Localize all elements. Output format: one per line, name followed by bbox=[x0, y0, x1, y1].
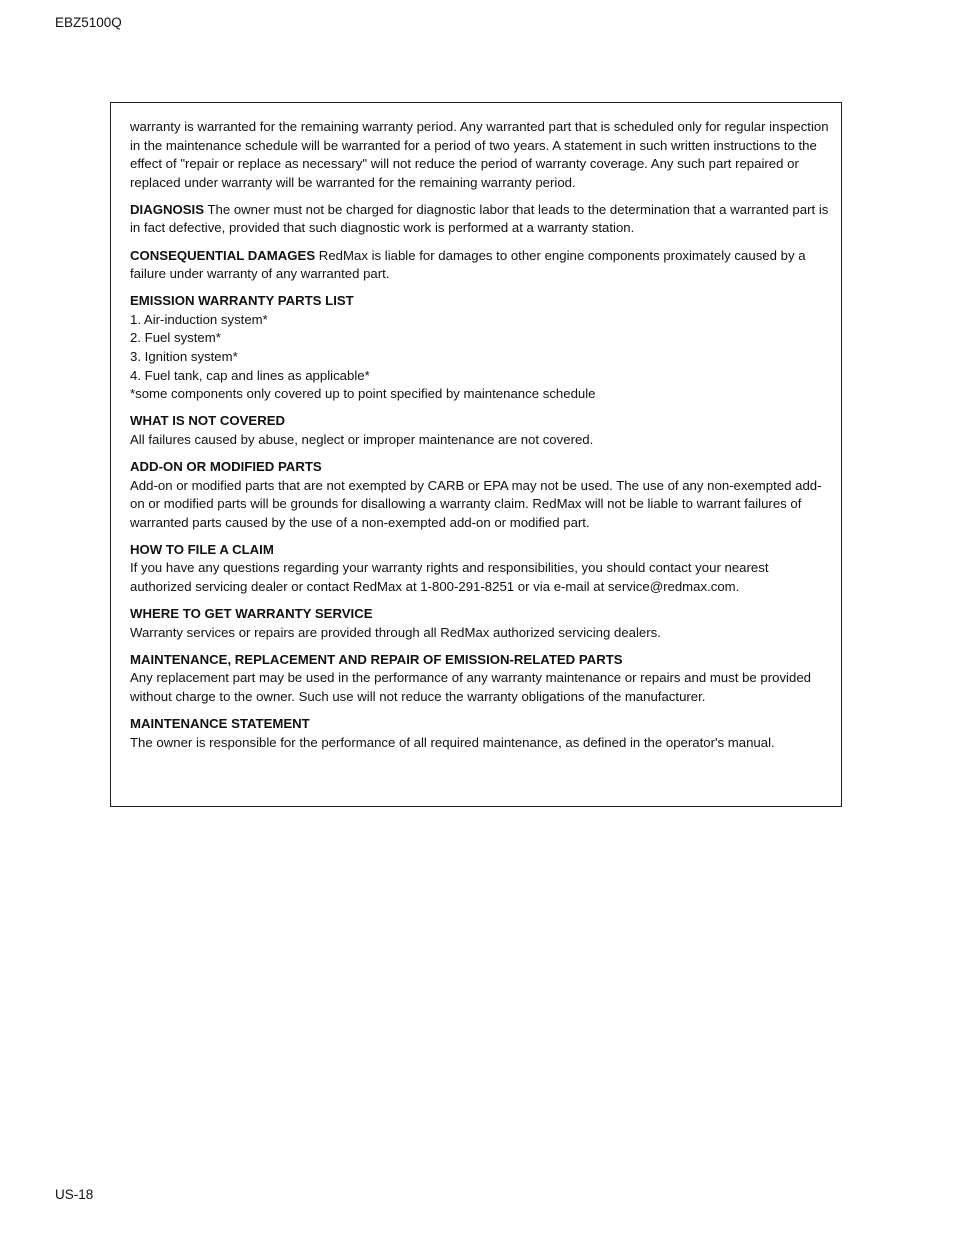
maintenance-parts-title: MAINTENANCE, REPLACEMENT AND REPAIR OF EMISSION-RELATED PARTS bbox=[130, 651, 623, 667]
intro-paragraph: warranty is warranted for the remaining warranty period. Any warranted part that is scheduled only for regular inspection in the maintenance schedule will be warranted for a period of two years. A statement in such written instructions to the effect of "repair or replace as necessary" will not reduce the period of warranty coverage. Any such part repaired or replaced under warranty will be warranted for the remaining warranty period. bbox=[130, 119, 829, 190]
warranty-content bbox=[130, 118, 830, 761]
service-section bbox=[130, 605, 830, 642]
diagnosis-title: DIAGNOSIS bbox=[130, 201, 205, 217]
consequential-title: CONSEQUENTIAL DAMAGES bbox=[130, 247, 316, 263]
warranty-box bbox=[110, 102, 842, 807]
model-number: EBZ5100Q bbox=[55, 15, 122, 30]
parts-list-title: EMISSION WARRANTY PARTS LIST bbox=[130, 293, 354, 309]
addon-section bbox=[130, 458, 830, 532]
consequential-paragraph bbox=[130, 247, 830, 284]
service-body: Warranty services or repairs are provided through all RedMax authorized servicing dealers. bbox=[130, 624, 661, 640]
maintenance-statement-section bbox=[130, 715, 830, 752]
list-item: 1. Air-induction system* bbox=[130, 311, 268, 327]
not-covered-body: All failures caused by abuse, neglect or improper maintenance are not covered. bbox=[130, 431, 594, 447]
claim-title: HOW TO FILE A CLAIM bbox=[130, 541, 274, 557]
maintenance-statement-title: MAINTENANCE STATEMENT bbox=[130, 716, 310, 732]
diagnosis-body: The owner must not be charged for diagnostic labor that leads to the determination that a warranted part is in fact defective, provided that such diagnostic work is performed at a warranty station. bbox=[130, 201, 829, 236]
list-item: 2. Fuel system* bbox=[130, 330, 221, 346]
addon-title: ADD-ON OR MODIFIED PARTS bbox=[130, 459, 322, 474]
addon-body: Add-on or modified parts that are not exempted by CARB or EPA may not be used. The use of any non-exempted add-on or modified parts will be grounds for disallowing a warranty claim. RedMax will not be liable to warrant failures of warranted parts caused by the use of a non-exempted add-on or modified part. bbox=[130, 477, 822, 530]
claim-section bbox=[130, 541, 830, 597]
maintenance-statement-body: The owner is responsible for the performance of all required maintenance, as defined in the operator's manual. bbox=[130, 734, 775, 750]
service-title: WHERE TO GET WARRANTY SERVICE bbox=[130, 606, 373, 622]
maintenance-parts-body: Any replacement part may be used in the performance of any warranty maintenance or repairs and must be provided without charge to the owner. Such use will not reduce the warranty obligations of the manufacturer. bbox=[130, 670, 811, 705]
parts-list-note: *some components only covered up to point specified by maintenance schedule bbox=[130, 386, 596, 402]
page-number: US-18 bbox=[55, 1187, 94, 1202]
claim-body: If you have any questions regarding your warranty rights and responsibilities, you should contact your nearest authorized servicing dealer or contact RedMax at 1-800-291-8251 or via e-mail at service@redmax.com. bbox=[130, 560, 769, 595]
not-covered-section bbox=[130, 412, 830, 449]
diagnosis-paragraph bbox=[130, 201, 830, 238]
maintenance-parts-section bbox=[130, 651, 830, 707]
parts-list-section bbox=[130, 292, 830, 404]
list-item: 4. Fuel tank, cap and lines as applicable* bbox=[130, 367, 370, 383]
list-item: 3. Ignition system* bbox=[130, 349, 238, 365]
consequential-body: RedMax is liable for damages to other engine components proximately caused by a failure under warranty of any warranted part. bbox=[130, 247, 806, 282]
not-covered-title: WHAT IS NOT COVERED bbox=[130, 413, 286, 429]
